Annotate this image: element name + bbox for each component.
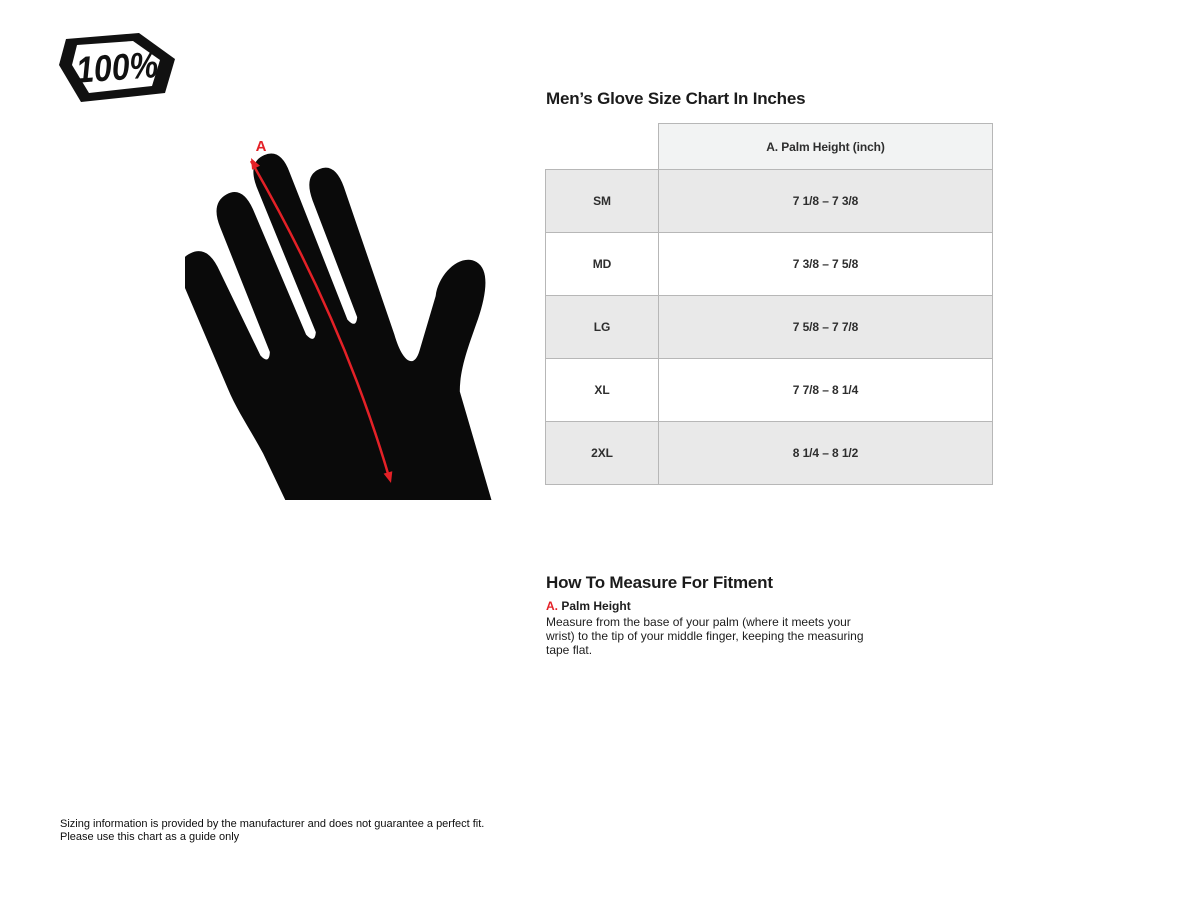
size-chart-title: Men’s Glove Size Chart In Inches — [546, 89, 806, 108]
size-cell: XL — [546, 359, 659, 422]
hand-silhouette-diagram — [185, 125, 505, 500]
table-row-2xl — [546, 422, 993, 485]
size-cell: MD — [546, 233, 659, 296]
table-row-md — [546, 233, 993, 296]
range-cell: 7 3/8 – 7 5/8 — [659, 233, 993, 296]
table-row-sm — [546, 170, 993, 233]
measure-description-line: tape flat. — [546, 643, 593, 657]
range-cell: 7 5/8 – 7 7/8 — [659, 296, 993, 359]
size-cell: 2XL — [546, 422, 659, 485]
measurement-marker-label: A — [255, 138, 267, 155]
measure-item-description — [546, 615, 866, 657]
range-cell: 7 7/8 – 8 1/4 — [659, 359, 993, 422]
range-cell: 8 1/4 – 8 1/2 — [659, 422, 993, 485]
table-row-lg — [546, 296, 993, 359]
measure-description-line: Measure from the base of your palm (where it meets your — [546, 615, 851, 629]
logo-text: 100% — [74, 43, 172, 91]
hand-silhouette — [185, 125, 505, 500]
disclaimer-line-2: Please use this chart as a guide only — [60, 830, 240, 843]
measure-item-marker: A. — [546, 599, 558, 613]
size-chart-table — [545, 123, 993, 485]
range-cell: 7 1/8 – 7 3/8 — [659, 170, 993, 233]
size-cell: LG — [546, 296, 659, 359]
table-header-row — [546, 124, 993, 170]
disclaimer — [60, 818, 484, 843]
table-header-palm-height: A. Palm Height (inch) — [659, 124, 993, 170]
brand-100-percent-logo — [59, 33, 175, 103]
disclaimer-line-1: Sizing information is provided by the manufacturer and does not guarantee a perfect fit. — [60, 818, 485, 830]
size-cell: SM — [546, 170, 659, 233]
table-header-blank-cell — [546, 124, 659, 170]
table-row-xl — [546, 359, 993, 422]
measure-item-palm-height — [546, 599, 866, 657]
measure-item-name: Palm Height — [561, 599, 631, 613]
how-to-measure-title: How To Measure For Fitment — [546, 573, 773, 592]
measure-description-line: wrist) to the tip of your middle finger, keeping the measuring — [546, 629, 864, 643]
measure-item-heading — [546, 599, 866, 613]
